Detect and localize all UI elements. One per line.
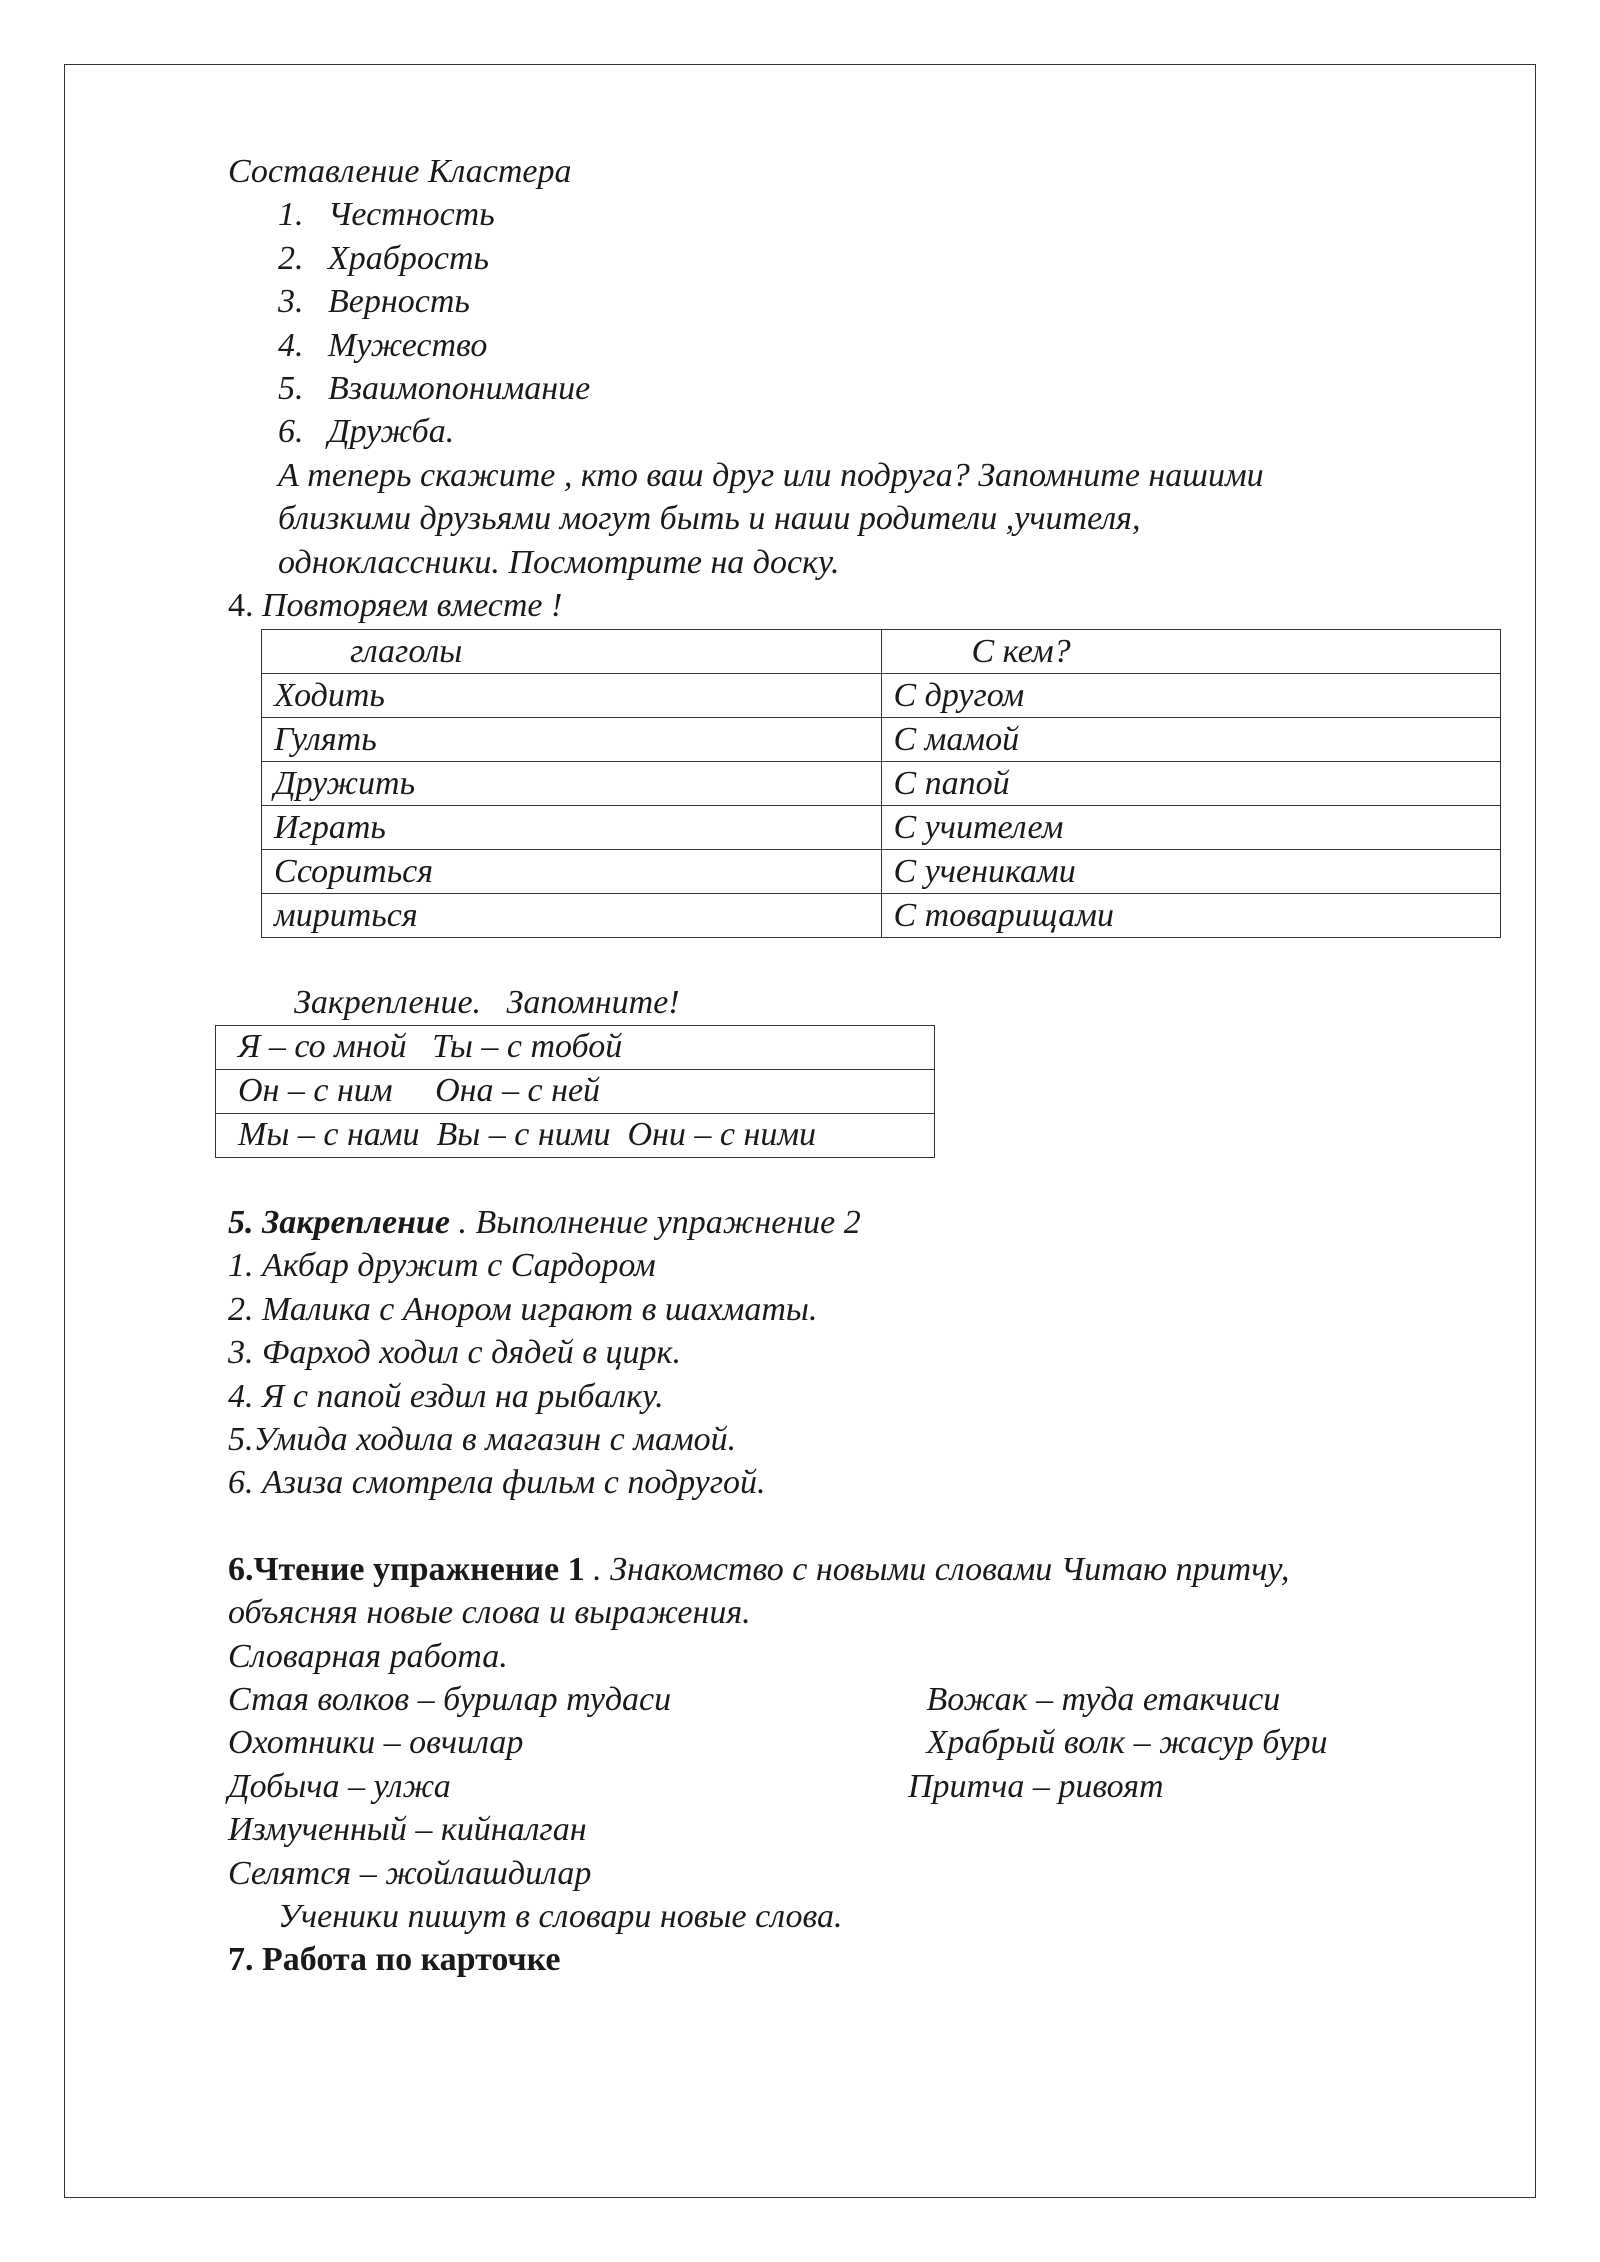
vocab-row: Стая волков – бурилар тудаси Вожак – туда етакчиси [228,1680,1281,1718]
table-row: Ссориться С учениками [262,850,1501,894]
document-body [228,150,1478,1982]
section6-heading: 6.Чтение упражнение 1 . Знакомство с новыми словами Читаю притчу, [228,1550,1290,1588]
spacer [228,938,1478,981]
remember-title: Закрепление. Запомните! [294,984,680,1022]
vocab-row: Охотники – овчилар Храбрый волк – жасур бури [228,1724,1328,1762]
cluster-list [228,193,1478,453]
table-row: Я – со мной Ты – с тобой [216,1025,935,1069]
exercise-sentence: 3. Фарход ходил с дядей в цирк. [228,1334,681,1372]
cluster-title: Составление Кластера [228,153,572,190]
table-header: глаголы [262,630,882,674]
list-item: 2. Храбрость [278,239,489,277]
pronoun-table [215,1025,935,1158]
vocab-title: Словарная работа. [228,1637,508,1675]
table-header-row [262,630,1501,674]
table-row: мириться С товарищами [262,894,1501,938]
table-row: Он – с ним Она – с ней [216,1069,935,1113]
section7-heading: 7. Работа по карточке [228,1941,561,1979]
verbs-table [261,629,1501,938]
list-item: 3. Верность [278,283,470,321]
table-row: Дружить С папой [262,762,1501,806]
vocab-row: Селятся – жойлашдилар [228,1854,592,1892]
table-row: Играть С учителем [262,806,1501,850]
vocab-row: Измученный – кийналган [228,1811,587,1849]
list-item: 5. Взаимопонимание [278,370,591,408]
spacer [228,1158,1478,1201]
list-item: 4. Мужество [278,326,488,364]
exercise-sentence: 1. Акбар дружит с Сардором [228,1247,656,1285]
section4-heading: 4. Повторяем вместе ! [228,587,563,625]
table-row: Мы – с нами Вы – с ними Они – с ними [216,1113,935,1157]
list-item: 6. Дружба. [278,413,455,451]
table-header: С кем? [881,630,1501,674]
exercise-sentence: 4. Я с папой ездил на рыбалку. [228,1377,664,1415]
table-row: Ходить С другом [262,674,1501,718]
table-row: Гулять С мамой [262,718,1501,762]
list-item: 1. Честность [278,196,495,234]
question-line: близкими друзьями могут быть и наши родители ,учителя, [278,500,1141,538]
vocab-row: Добыча – улжа Притча – ривоят [228,1767,1164,1805]
question-line: А теперь скажите , кто ваш друг или подруга? Запомните нашими [278,456,1264,494]
vocab-note: Ученики пишут в словари новые слова. [278,1897,843,1935]
question-line: одноклассники. Посмотрите на доску. [278,543,840,581]
exercise-sentence: 6. Азиза смотрела фильм с подругой. [228,1464,766,1502]
section6-intro: объясняя новые слова и выражения. [228,1594,751,1632]
section5-heading: 5. Закрепление . Выполнение упражнение 2 [228,1203,861,1241]
spacer [228,1505,1478,1548]
exercise-sentence: 2. Малика с Анором играют в шахматы. [228,1290,818,1328]
exercise-sentence: 5.Умида ходила в магазин с мамой. [228,1420,737,1458]
